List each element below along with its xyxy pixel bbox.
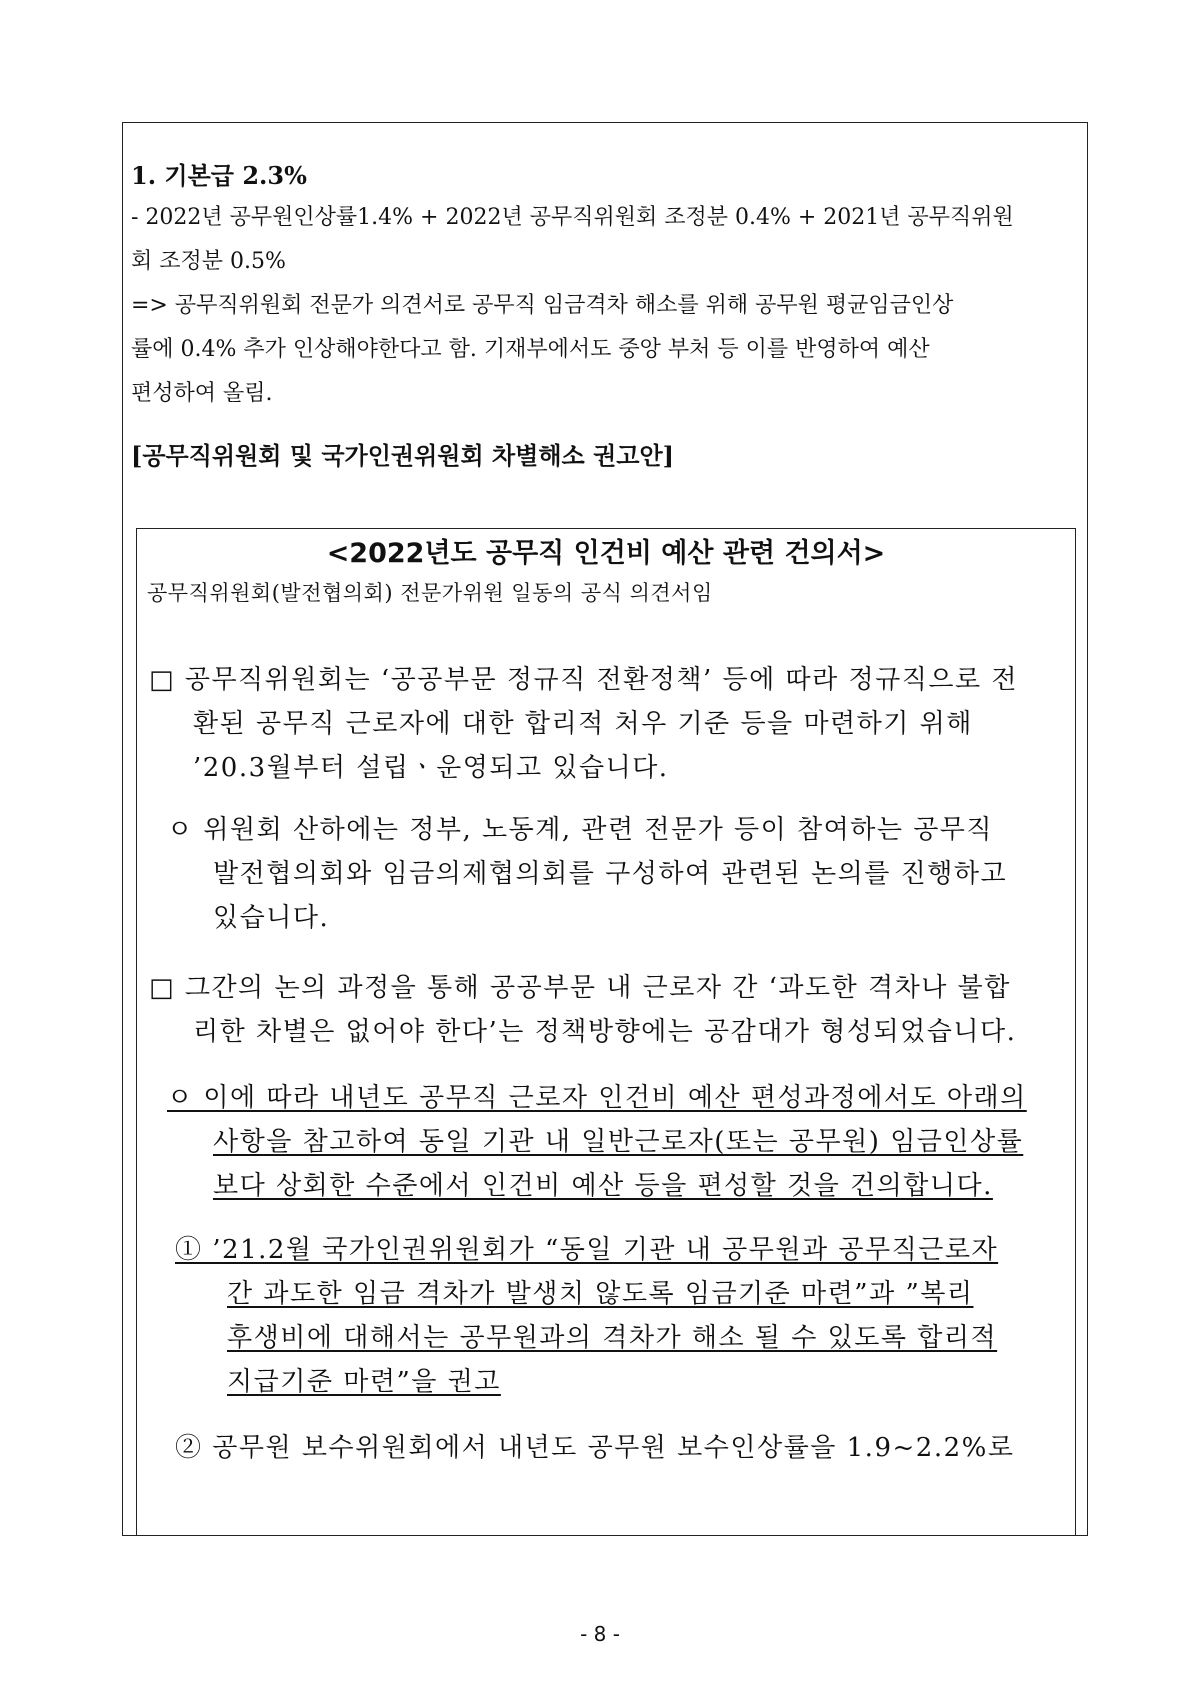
proposal-item-line: □ 그간의 논의 과정을 통해 공공부문 내 근로자 간 ‘과도한 격차나 불합 [149, 973, 1011, 1003]
section-line: => 공무직위원회 전문가 의견서로 공무직 임금격차 해소를 위해 공무원 평균임금인상 [131, 293, 954, 318]
proposal-item-line: 간 과도한 임금 격차가 발생치 않도록 임금기준 마련”과 ”복리 [227, 1279, 974, 1309]
proposal-title: <2022년도 공무직 인건비 예산 관련 건의서> [326, 538, 886, 569]
proposal-item-line: ㅇ 위원회 산하에는 정부, 노동계, 관련 전문가 등이 참여하는 공무직 [167, 815, 994, 845]
proposal-subtitle: 공무직위원회(발전협의회) 전문가위원 일동의 공식 의견서임 [147, 581, 713, 605]
page-number: - 8 - [580, 1622, 620, 1646]
proposal-item-line: 환된 공무직 근로자에 대한 합리적 처우 기준 등을 마련하기 위해 [193, 709, 973, 739]
proposal-item-line: □ 공무직위원회는 ‘공공부문 정규직 전환정책’ 등에 따라 정규직으로 전 [149, 665, 1018, 695]
proposal-item-line: ’20.3월부터 설립ㆍ운영되고 있습니다. [193, 753, 669, 783]
proposal-item-line: 사항을 참고하여 동일 기관 내 일반근로자(또는 공무원) 임금인상률 [213, 1127, 1024, 1157]
section-line: - 2022년 공무원인상률1.4% + 2022년 공무직위원회 조정분 0.4% + 2021년 공무직위원 [131, 205, 1014, 230]
proposal-item-line: ② 공무원 보수위원회에서 내년도 공무원 보수인상률을 1.9~2.2%로 [175, 1433, 1015, 1463]
proposal-item-line: 후생비에 대해서는 공무원과의 격차가 해소 될 수 있도록 합리적 [227, 1323, 998, 1353]
proposal-item-line: 보다 상회한 수준에서 인건비 예산 등을 편성할 것을 건의합니다. [213, 1171, 993, 1201]
section-line: 률에 0.4% 추가 인상해야한다고 함. 기재부에서도 중앙 부처 등 이를 반영하여 예산 [131, 337, 930, 362]
section-line: 회 조정분 0.5% [131, 249, 286, 274]
proposal-item-line: ㅇ 이에 따라 내년도 공무직 근로자 인건비 예산 편성과정에서도 아래의 [167, 1083, 1027, 1113]
proposal-box [136, 528, 1076, 1536]
section-subheading: [공무직위원회 및 국가인권위원회 차별해소 권고안] [131, 441, 674, 470]
proposal-item-line: ① ’21.2월 국가인권위원회가 “동일 기관 내 공무원과 공무직근로자 [175, 1235, 999, 1265]
section-line: 편성하여 올림. [131, 381, 273, 406]
proposal-item-line: 리한 차별은 없어야 한다’는 정책방향에는 공감대가 형성되었습니다. [193, 1017, 1017, 1047]
section-heading: 1. 기본급 2.3% [131, 161, 307, 190]
proposal-item-line: 있습니다. [213, 903, 330, 933]
proposal-item-line: 발전협의회와 임금의제협의회를 구성하여 관련된 논의를 진행하고 [213, 859, 1008, 889]
proposal-item-line: 지급기준 마련”을 권고 [227, 1367, 501, 1397]
